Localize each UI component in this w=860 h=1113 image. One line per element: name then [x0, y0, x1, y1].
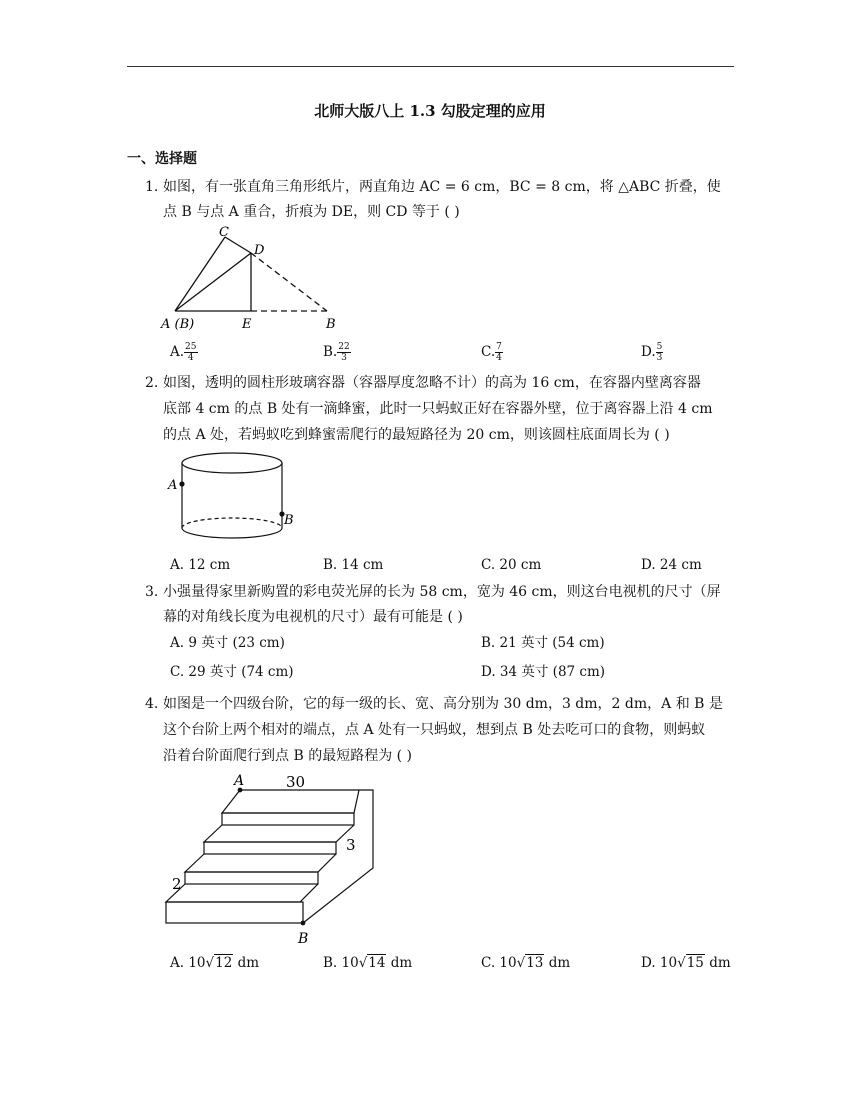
q4-label-a: A [234, 773, 245, 789]
q2-option-c[interactable]: C. 20 cm [481, 557, 542, 573]
q1-triangle-figure [155, 222, 355, 337]
q1-text-line2: 点 B 与点 A 重合，折痕为 DE，则 CD 等于 ( ) [163, 204, 460, 220]
q1-edge-db-dashed [251, 253, 327, 311]
q1-edge-ad [175, 253, 251, 311]
q4-point-b [301, 921, 306, 926]
q2-text-line3: 的点 A 处，若蚂蚁吃到蜂蜜需爬行的最短路径为 20 cm，则该圆柱底面周长为 ( ) [163, 427, 670, 443]
q3-text-line1: 小强量得家里新购置的彩电荧光屏的长为 58 cm，宽为 46 cm，则这台电视机的尺寸（屏 [163, 584, 721, 600]
q4-side-wall [303, 790, 373, 923]
q1-label-a: A (B) [161, 317, 195, 332]
q1-option-c[interactable]: C. $\frac{7}{4}$ [481, 342, 502, 363]
q4-label-b: B [298, 931, 309, 947]
q2-option-d[interactable]: D. 24 cm [641, 557, 702, 573]
q1-label-e: E [242, 317, 252, 332]
page-title: 北师大版八上 1.3 勾股定理的应用 [314, 102, 546, 120]
q1-option-d[interactable]: D. $\frac{5}{3}$ [641, 342, 663, 363]
q4-staircase-figure [160, 768, 385, 948]
q4-riser-1 [166, 902, 303, 923]
q4-number: 4. [145, 696, 159, 712]
q2-point-a [179, 481, 184, 486]
q4-text-line3: 沿着台阶面爬行到点 B 的最短路程为 ( ) [163, 748, 413, 764]
q2-cylinder-figure [162, 446, 302, 548]
q4-option-a[interactable]: A. 10√12 dm [170, 955, 260, 971]
q4-tread-1 [166, 884, 318, 902]
q2-option-a[interactable]: A. 12 cm [170, 557, 231, 573]
q4-tread-4 [222, 790, 359, 813]
q3-option-c[interactable]: C. 29 英寸 (74 cm) [170, 664, 294, 680]
q4-riser-2 [185, 872, 318, 884]
q1-text-line1: 如图，有一张直角三角形纸片，两直角边 AC = 6 cm，BC = 8 cm，将 △ABC 折叠，使 [163, 179, 721, 195]
section-heading: 一、选择题 [127, 151, 197, 167]
q2-top-ellipse [182, 453, 282, 473]
q4-text-line1: 如图是一个四级台阶，它的每一级的长、宽、高分别为 30 dm，3 dm，2 dm，A 和 B 是 [163, 696, 723, 712]
q4-text-line2: 这个台阶上两个相对的端点，点 A 处有一只蚂蚁，想到点 B 处去吃可口的食物，则蚂蚁 [163, 722, 706, 738]
q2-label-a: A [168, 478, 178, 493]
q2-label-b: B [284, 513, 294, 528]
q4-label-height: 2 [172, 875, 182, 893]
q2-bottom-back-dashed [182, 518, 282, 528]
q1-option-a[interactable]: A. $\frac{25}{4}$ [170, 342, 197, 363]
q3-number: 3. [145, 584, 159, 600]
q2-option-b[interactable]: B. 14 cm [323, 557, 384, 573]
q4-tread-2 [185, 854, 336, 872]
q2-bottom-front [182, 528, 282, 538]
q4-option-c[interactable]: C. 10√13 dm [481, 955, 571, 971]
q2-text-line2: 底部 4 cm 的点 B 处有一滴蜂蜜，此时一只蚂蚁正好在容器外壁，位于离容器上沿 4 cm [163, 401, 713, 417]
q3-option-a[interactable]: A. 9 英寸 (23 cm) [170, 635, 285, 651]
q2-text-line1: 如图，透明的圆柱形玻璃容器（容器厚度忽略不计）的高为 16 cm，在容器内壁离容器 [163, 375, 701, 391]
q1-label-d: D [254, 243, 265, 258]
q4-label-length: 30 [286, 773, 306, 791]
q1-option-b[interactable]: B. $\frac{22}{3}$ [323, 342, 350, 363]
q4-label-width: 3 [346, 836, 356, 854]
q1-edge-ac [175, 237, 225, 311]
q3-option-d[interactable]: D. 34 英寸 (87 cm) [481, 664, 606, 680]
q4-option-d[interactable]: D. 10√15 dm [641, 955, 731, 971]
header-rule [127, 66, 734, 67]
q3-option-b[interactable]: B. 21 英寸 (54 cm) [481, 635, 605, 651]
q4-riser-4 [222, 813, 354, 825]
q4-riser-3 [204, 842, 336, 854]
q3-text-line2: 幕的对角线长度为电视机的尺寸）最有可能是 ( ) [163, 609, 463, 625]
q2-number: 2. [145, 375, 159, 391]
q1-number: 1. [145, 179, 159, 195]
q1-label-c: C [219, 225, 229, 240]
q1-label-b: B [326, 317, 336, 332]
q4-tread-3 [204, 825, 354, 842]
q4-option-b[interactable]: B. 10√14 dm [323, 955, 413, 971]
